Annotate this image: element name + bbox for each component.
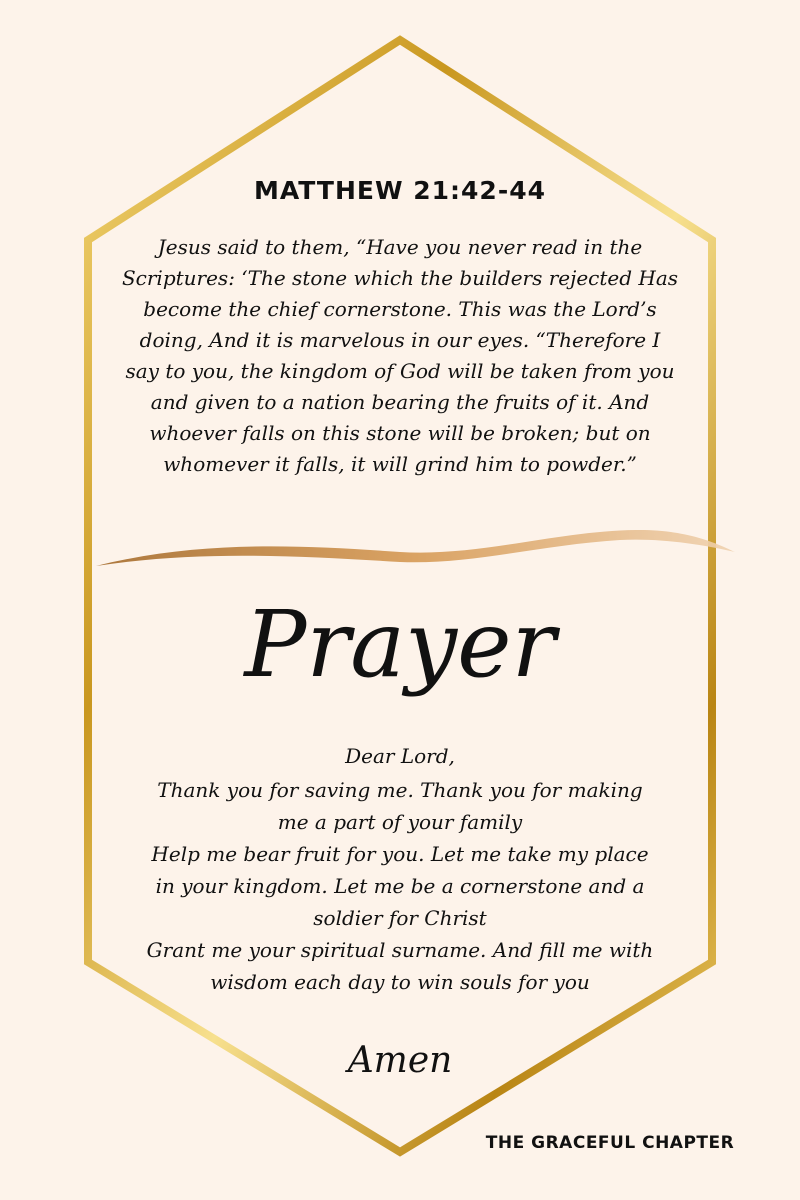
footer-brand: THE GRACEFUL CHAPTER [485, 1133, 735, 1153]
amen-signature: Amen [347, 1040, 453, 1081]
prayer-title: Prayer [244, 591, 556, 698]
divider-swoosh [96, 530, 735, 566]
prayer-line: Thank you for saving me. Thank you for making me a part of your family [157, 778, 643, 834]
prayer-greeting: Dear Lord, [345, 744, 455, 768]
verse-text: Jesus said to them, “Have you never read in the Scriptures: ‘The stone which the builders rejected Has become the chief cornerstone. This was the Lord’s doing, And it is marvelous in our eyes. “Therefore I say to you, the kingdom of God will be taken from you and given to a nation bearing the fruits of it. And whoever falls on this stone will be broken; but on whomever it falls, it will grind him to powder.” [121, 235, 679, 476]
prayer-body [140, 774, 660, 998]
verse-reference: MATTHEW 21:42-44 [254, 176, 546, 205]
prayer-line: Grant me your spiritual surname. And fill me with wisdom each day to win souls for you [146, 938, 654, 994]
prayer-line: Help me bear fruit for you. Let me take my place in your kingdom. Let me be a cornerstone and a soldier for Christ [151, 842, 649, 930]
